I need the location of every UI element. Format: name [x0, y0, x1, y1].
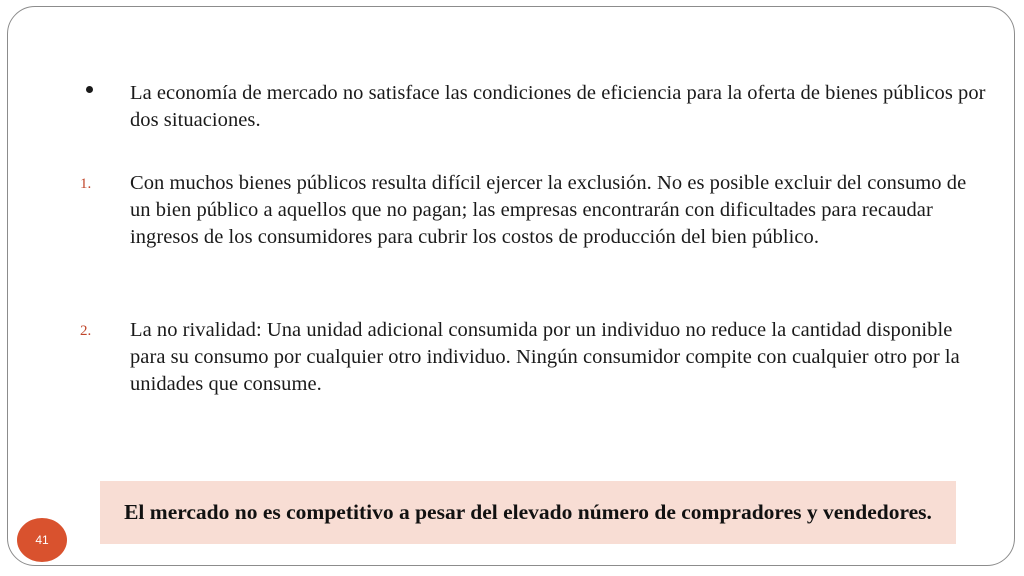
page-number: 41	[35, 533, 49, 547]
conclusion-text: El mercado no es competitivo a pesar del elevado número de compradores y vendedores.	[124, 500, 932, 524]
list-item-exclusion: Con muchos bienes públicos resulta difícil ejercer la exclusión. No es posible excluir del consumo de un bien público a aquellos que no pagan; las empresas encontrarán con dificultades para recaudar ingresos de los consumidores para cubrir los costos de producción del bien público.	[130, 172, 967, 248]
list-number-1: 1.	[80, 176, 92, 192]
conclusion-box	[100, 481, 956, 544]
list-item-no-rivalry: La no rivalidad: Una unidad adicional consumida por un individuo no reduce la cantidad disponible para su consumo por cualquier otro individuo. Ningún consumidor compite con cualquier otro por la unidades que consume.	[130, 319, 960, 395]
bullet-item-intro: La economía de mercado no satisface las condiciones de eficiencia para la oferta de bienes públicos por dos situaciones.	[130, 82, 986, 131]
bullet-dot-icon	[86, 86, 93, 93]
page-number-badge	[17, 518, 67, 562]
list-number-2: 2.	[80, 323, 92, 339]
